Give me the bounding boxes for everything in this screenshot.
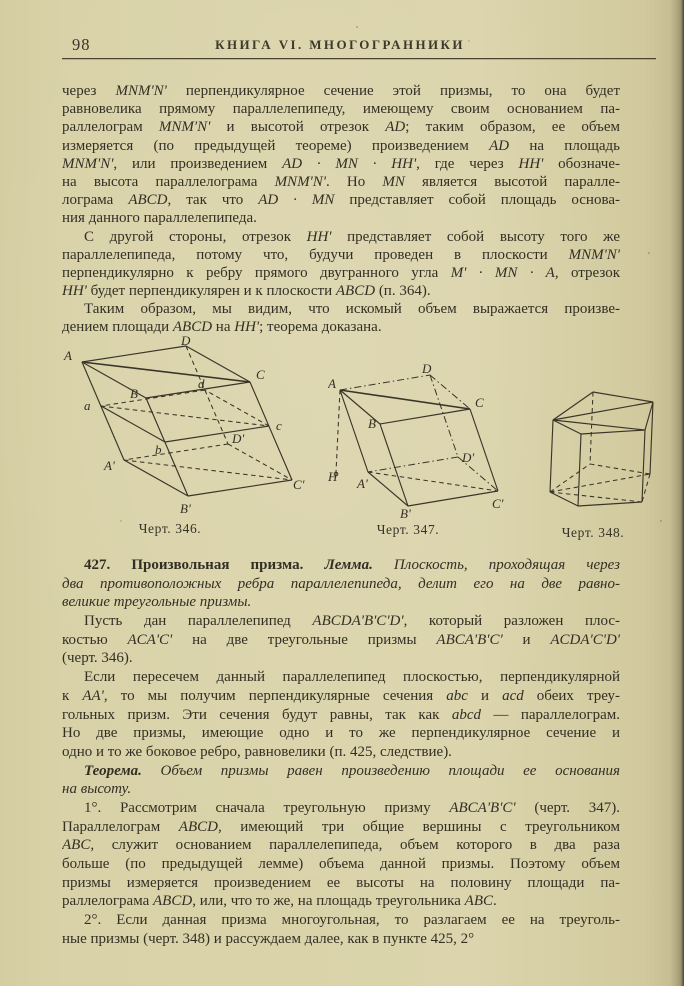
vertex-label: D' [232,431,245,446]
text-line: измеряется (по предыдущей теореме) произведением AD на площадь [62,137,620,154]
vertex-label: c [276,418,282,433]
text-line: одно и то же боковое ребро, равновелики (п. 425, следствие). [62,743,452,760]
text-line: параллелепипеда, потому что, будучи проведен в плоскости MNM'N' [62,246,620,263]
text-line: 1°. Рассмотрим сначала треугольную призму ABCA'B'C' (черт. 347). [84,799,620,816]
text-line: больше (по предыдущей лемме) объема данной призмы. Поэтому объем [62,856,620,872]
text-line: раллелограма ABCD, или, что то же, на площадь треугольника ABC. [62,893,497,910]
vertex-label: C' [492,496,504,511]
text-line: 427. Произвольная призма. Лемма. Плоскость, проходящая через [84,557,620,573]
text-line: Теорема. Объем призмы равен произведению площади ее основания [84,762,620,779]
figure-346 [60,336,335,537]
prism-348-drawing [533,384,668,519]
vertex-label: B [368,416,376,431]
text-line: (черт. 346). [62,650,133,667]
text-line: перпендикулярно к ребру прямого двугранного угла M' · MN · A, отрезок [62,264,620,281]
text-line: С другой стороны, отрезок HH' представляет собой высоту того же [84,228,620,245]
page-number: 98 [72,35,91,54]
vertex-label: D [422,362,432,376]
text-block-top [62,82,620,337]
vertex-label: D' [462,450,475,465]
text-line: на высота параллелограма MNM'N'. Но MN является высотой паралле- [62,173,620,190]
vertex-label: B' [400,506,411,520]
text-line: ния данного параллелепипеда. [62,210,257,227]
vertex-label: D [181,336,191,348]
figure-caption: Черт. 348. [561,525,625,540]
page-header [62,34,644,56]
text-line: HH' будет перпендикулярен и к плоскости ABCD (п. 364). [62,283,431,300]
text-line: Если пересечем данный параллелепипед плоскостью, перпендикулярной [84,669,620,686]
vertex-label: H [328,469,338,484]
vertex-label: C [256,367,265,382]
text-line: равновелика прямому параллелепипеду, имеющему своим основанием па- [62,101,620,118]
vertex-label: A' [357,476,368,491]
text-line: через MNM'N' перпендикулярное сечение этой призмы, то она будет [62,83,620,99]
prism-347-drawing [328,362,523,520]
text-line: лограма ABCD, так что AD · MN представляет собой площадь основа- [62,192,620,209]
paper-specks [0,0,2,2]
vertex-label: a [84,398,91,413]
vertex-label: B [130,386,138,401]
text-line: великие треугольные призмы. [62,594,252,611]
figure-347 [328,362,523,538]
text-line: на высоту. [62,781,132,798]
vertex-label: C [475,395,484,410]
figure-caption: Черт. 347. [376,522,440,537]
vertex-label: b [155,442,162,457]
text-line: Пусть дан параллелепипед ABCDA'B'C'D', который разложен плос- [84,613,620,630]
text-line: раллелограм MNM'N' и высотой отрезок AD; таким образом, ее объем [62,119,620,136]
text-line: ные призмы (черт. 348) и рассуждаем далее, как в пункте 425, 2° [62,930,475,947]
text-line: Параллелограм ABCD, имеющий три общие вершины с треугольником [62,818,620,835]
text-line: Но две призмы, имеющие одно и то же перпендикулярное сечение и [62,725,620,742]
header-rule [62,58,656,59]
text-line: 2°. Если данная призма многоугольная, то разлагаем ее на треуголь- [84,912,620,929]
text-line: MNM'N', или произведением AD · MN · HH', где через HH' обозначе- [62,155,620,172]
text-line: гольных призм. Эти сечения будут равны, так как abcd — параллелограм. [62,706,620,723]
vertex-label: A [64,348,72,363]
text-line: два противоположных ребра параллелепипеда, делит его на две равно- [62,575,620,592]
vertex-label: C' [293,477,305,492]
text-line: призмы измеряется произведением ее высоты на половину площади па- [62,874,620,891]
vertex-label: A [328,376,336,391]
vertex-label: d [198,376,205,391]
running-title: КНИГА VI. МНОГОГРАННИКИ [215,37,465,52]
vertex-label: B' [180,501,191,516]
text-line: дением площади ABCD на HH'; теорема доказана. [62,319,382,336]
figure-caption: Черт. 346. [138,521,202,536]
parallelepiped-346-drawing [60,336,335,521]
vertex-label: A' [104,458,115,473]
text-line: к AA', то мы получим перпендикулярные сечения abc и acd обеих треу- [62,687,620,704]
figure-348 [533,384,668,541]
text-line: Таким образом, мы видим, что искомый объем выражается произве- [84,301,620,318]
text-block-bottom [62,556,620,948]
text-line: костью ACA'C' на две треугольные призмы ABCA'B'C' и ACDA'C'D' [62,631,620,648]
text-line: ABC, служит основанием параллелепипеда, объем которого в два раза [62,837,620,854]
